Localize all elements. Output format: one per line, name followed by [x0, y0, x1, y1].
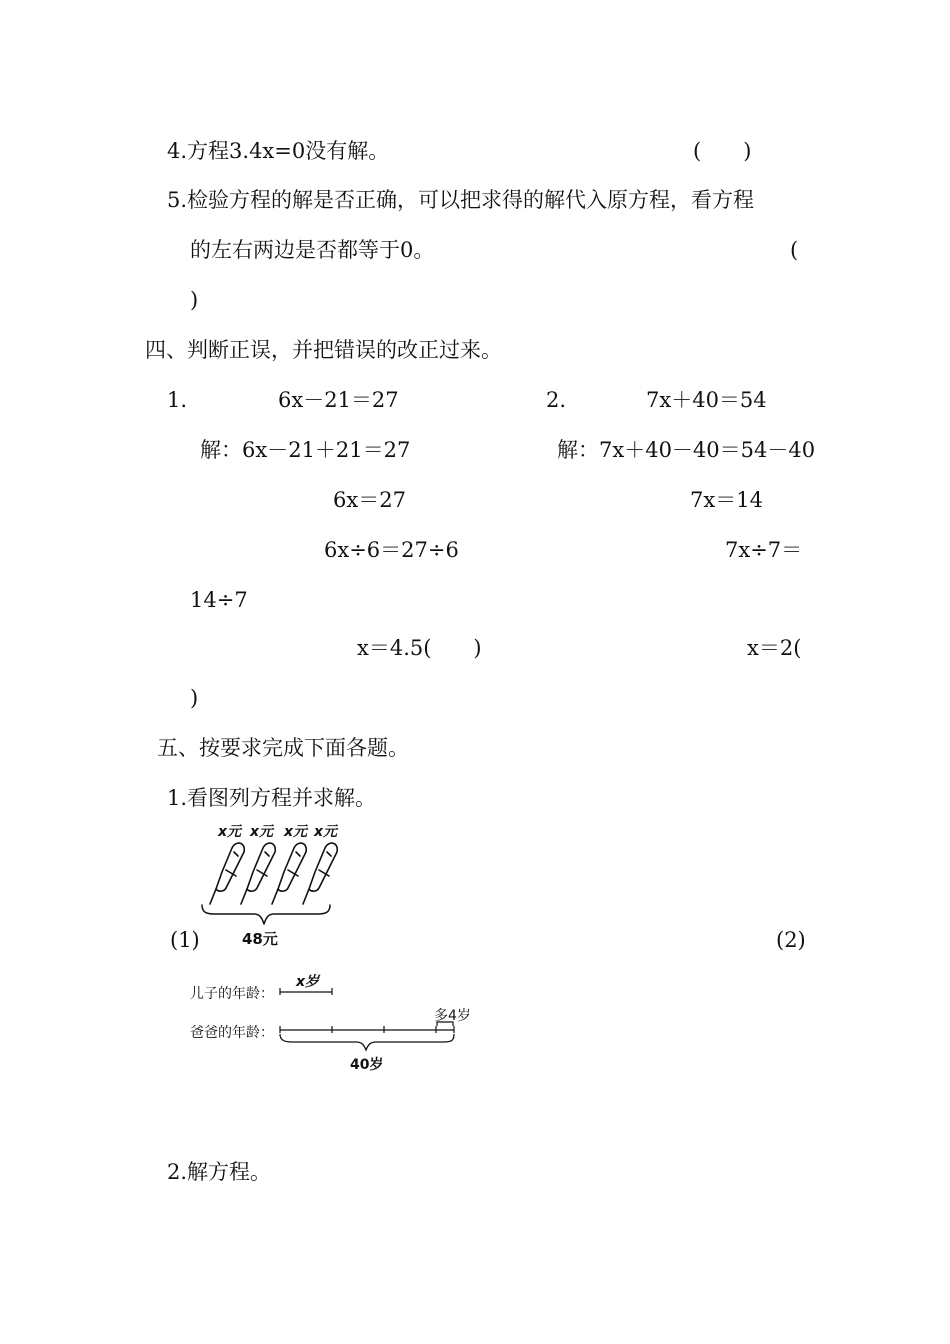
problem-1-equation: 6x－21＝27 [278, 388, 399, 412]
judgement-item-4: 4.方程3.4x=0没有解。 [167, 139, 390, 163]
son-age-label: 儿子的年龄： [190, 986, 274, 1002]
pens-total-label: 48元 [242, 930, 278, 948]
problem-2-step-3b: 14÷7 [190, 588, 248, 612]
answer-blank-5-open[interactable]: ( [790, 238, 799, 262]
pen-price-label: x元 [218, 824, 242, 840]
problem-2-equation: 7x＋40＝54 [646, 388, 767, 412]
problem-1-number: 1. [167, 388, 188, 412]
problem-1-step-2: 6x＝27 [333, 488, 406, 512]
problem-2-number: 2. [546, 388, 567, 412]
pen-price-label: x元 [314, 824, 338, 840]
section-5-heading: 五、按要求完成下面各题。 [157, 736, 409, 760]
pen-price-label: x元 [250, 824, 274, 840]
problem-2-step-1: 解：7x＋40－40＝54－40 [557, 438, 816, 462]
judgement-item-5-line1: 5.检验方程的解是否正确，可以把求得的解代入原方程，看方程 [167, 188, 755, 212]
problem-1-step-4[interactable]: x＝4.5( ) [357, 636, 482, 660]
question-1-title: 1.看图列方程并求解。 [167, 786, 377, 810]
answer-blank-5-close[interactable]: ) [190, 288, 199, 312]
problem-2-step-2: 7x＝14 [690, 488, 763, 512]
son-age-value: x岁 [296, 974, 320, 990]
question-2-title: 2.解方程。 [167, 1160, 272, 1184]
dad-age-label: 爸爸的年龄： [190, 1025, 274, 1041]
answer-blank-4[interactable]: ( ) [693, 139, 752, 163]
problem-2-step-3a: 7x÷7＝ [725, 538, 803, 562]
pen-price-label: x元 [284, 824, 308, 840]
problem-1-step-3: 6x÷6＝27÷6 [324, 538, 459, 562]
section-4-heading: 四、判断正误，并把错误的改正过来。 [145, 338, 502, 362]
judgement-item-5-line2: 的左右两边是否都等于0。 [190, 238, 435, 262]
dad-age-total: 40岁 [350, 1057, 384, 1073]
extra-age-label: 多4岁 [434, 1008, 471, 1024]
sub-question-2-label: (2) [776, 928, 806, 952]
sub-question-1-label: (1) [170, 928, 200, 952]
problem-2-step-4[interactable]: x＝2( [747, 636, 802, 660]
problem-2-step-4-close[interactable]: ) [190, 686, 199, 710]
problem-1-step-1: 解：6x－21＋21＝27 [200, 438, 411, 462]
